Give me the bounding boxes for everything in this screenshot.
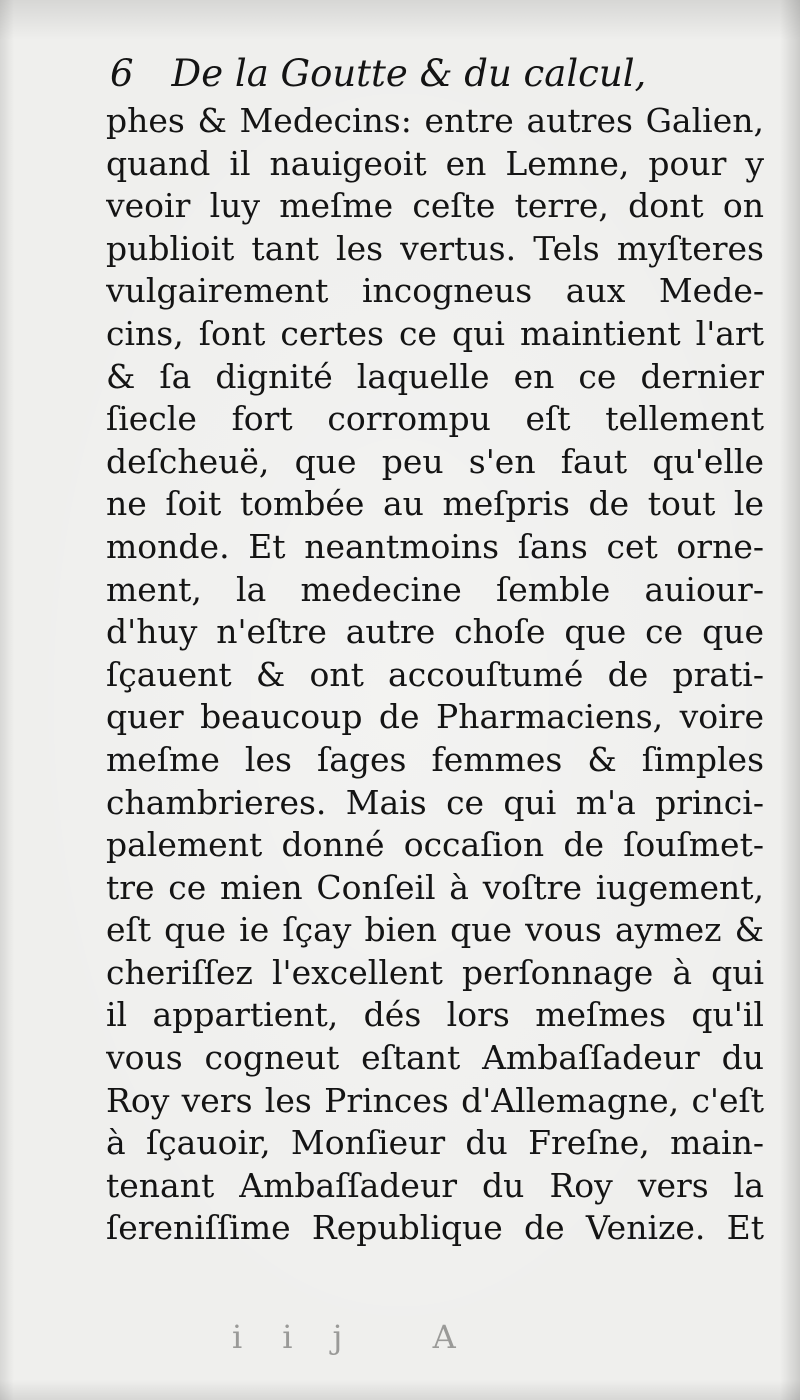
text-line: chambrieres. Mais ce qui m'a princi- bbox=[106, 782, 764, 822]
text-line: cheriſſez l'excellent perſonnage à qui bbox=[106, 952, 764, 992]
text-line: deſcheuë, que peu s'en faut qu'elle bbox=[106, 441, 764, 481]
running-head bbox=[110, 50, 646, 98]
page-bottom-edge bbox=[0, 1380, 800, 1400]
text-line: tenant Ambaſſadeur du Roy vers la bbox=[106, 1165, 764, 1205]
text-line: à ſçauoir, Monſieur du Freſne, main- bbox=[106, 1123, 764, 1163]
text-line: palement donné occaſion de ſouſmet- bbox=[106, 825, 764, 865]
text-line: vous cogneut eſtant Ambaſſadeur du bbox=[106, 1038, 764, 1078]
text-line: eſt que ie ſçay bien que vous aymez & bbox=[106, 910, 764, 950]
text-line: d'huy n'eſtre autre choſe que ce que bbox=[106, 612, 764, 652]
page-number: 6 bbox=[110, 52, 134, 95]
text-line: phes & Medecins: entre autres Galien, bbox=[106, 101, 764, 140]
text-line: meſme les ſages femmes & ſimples bbox=[106, 739, 764, 779]
page-top-shadow bbox=[0, 0, 800, 40]
text-line: il appartient, dés lors meſmes qu'il bbox=[106, 995, 764, 1035]
text-line: quer beaucoup de Pharmaciens, voire bbox=[106, 697, 764, 737]
running-title: De la Goutte & du calcul, bbox=[171, 52, 647, 95]
text-line: ſereniſſime Republique de Venize. Et bbox=[106, 1208, 764, 1248]
text-line: & ſa dignité laquelle en ce dernier bbox=[106, 356, 764, 396]
text-line: ment, la medecine ſemble auiour- bbox=[106, 569, 764, 609]
text-line: tre ce mien Conſeil à voſtre iugement, bbox=[106, 867, 764, 907]
body-text bbox=[106, 100, 764, 1250]
text-line: vulgairement incogneus aux Mede- bbox=[106, 271, 764, 311]
text-line: veoir luy meſme ceſte terre, dont on bbox=[106, 186, 764, 226]
signature-mark: iij A bbox=[232, 1318, 496, 1356]
text-line: quand il nauigeoit en Lemne, pour y bbox=[106, 143, 764, 183]
text-line: cins, ſont certes ce qui maintient l'art bbox=[106, 313, 764, 353]
text-line: ne ſoit tombée au meſpris de tout le bbox=[106, 484, 764, 524]
text-line: ſiecle fort corrompu eſt tellement bbox=[106, 399, 764, 439]
text-line: monde. Et neantmoins ſans cet orne- bbox=[106, 526, 764, 566]
text-line: publioit tant les vertus. Tels myſteres bbox=[106, 228, 764, 268]
text-line: Roy vers les Princes d'Allemagne, c'eſt bbox=[106, 1080, 764, 1120]
text-line: ſçauent & ont accouſtumé de prati- bbox=[106, 654, 764, 694]
